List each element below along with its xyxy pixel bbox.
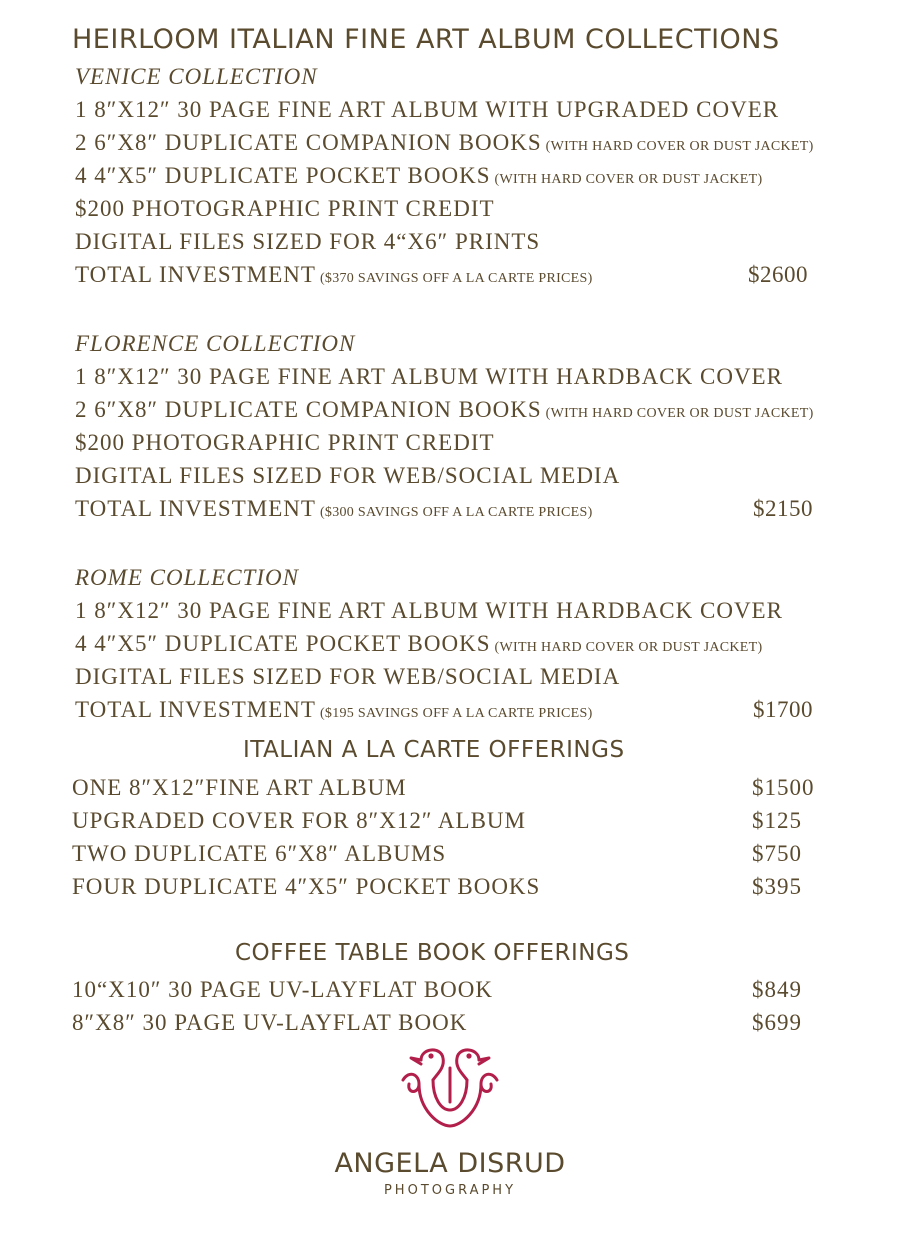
item-note: (WITH HARD COVER OR DUST JACKET) bbox=[494, 640, 763, 655]
collection-item bbox=[75, 192, 835, 225]
two-birds-heart-logo-icon bbox=[399, 1040, 501, 1130]
offer-price: $849 bbox=[752, 977, 802, 1002]
offer-row bbox=[72, 1006, 832, 1039]
collection-price: $2150 bbox=[753, 496, 813, 521]
offer-name: FOUR DUPLICATE 4″X5″ POCKET BOOKS bbox=[72, 874, 541, 899]
collection-item bbox=[75, 660, 835, 693]
offer-row bbox=[72, 837, 832, 870]
brand-name: ANGELA DISRUD bbox=[334, 1148, 566, 1179]
collection-name: ROME COLLECTION bbox=[75, 565, 299, 590]
collection-item bbox=[75, 393, 835, 426]
item-note: (WITH HARD COVER OR DUST JACKET) bbox=[545, 406, 814, 421]
item-text: 2 6″X8″ DUPLICATE COMPANION BOOKS bbox=[75, 130, 542, 155]
collection-item bbox=[75, 93, 835, 126]
total-investment-row bbox=[75, 492, 835, 525]
collection-item bbox=[75, 594, 835, 627]
total-investment-row bbox=[75, 693, 835, 726]
collection-item bbox=[75, 225, 835, 258]
offer-row bbox=[72, 973, 832, 1006]
total-label: TOTAL INVESTMENT bbox=[75, 496, 316, 521]
item-text: $200 PHOTOGRAPHIC PRINT CREDIT bbox=[75, 430, 495, 455]
collection-item bbox=[75, 459, 835, 492]
a-la-carte-list bbox=[72, 771, 832, 903]
total-savings-note: ($300 SAVINGS OFF A LA CARTE PRICES) bbox=[319, 505, 593, 520]
offer-price: $125 bbox=[752, 808, 802, 833]
florence-collection bbox=[75, 327, 835, 525]
collection-item bbox=[75, 627, 835, 660]
offer-price: $1500 bbox=[752, 775, 815, 800]
offer-name: 10“X10″ 30 PAGE UV-LAYFLAT BOOK bbox=[72, 977, 493, 1002]
offer-row bbox=[72, 804, 832, 837]
item-text: $200 PHOTOGRAPHIC PRINT CREDIT bbox=[75, 196, 495, 221]
item-text: 2 6″X8″ DUPLICATE COMPANION BOOKS bbox=[75, 397, 542, 422]
item-note: (WITH HARD COVER OR DUST JACKET) bbox=[545, 139, 814, 154]
collection-name: VENICE COLLECTION bbox=[75, 64, 318, 89]
coffee-table-list bbox=[72, 973, 832, 1039]
total-label: TOTAL INVESTMENT bbox=[75, 697, 316, 722]
collection-name: FLORENCE COLLECTION bbox=[75, 331, 356, 356]
offer-price: $699 bbox=[752, 1010, 802, 1035]
item-text: 1 8″X12″ 30 PAGE FINE ART ALBUM WITH UPGRADED COVER bbox=[75, 97, 780, 122]
venice-collection bbox=[75, 60, 835, 291]
collection-price: $2600 bbox=[748, 262, 808, 287]
item-text: 1 8″X12″ 30 PAGE FINE ART ALBUM WITH HARDBACK COVER bbox=[75, 598, 783, 623]
item-text: DIGITAL FILES SIZED FOR WEB/SOCIAL MEDIA bbox=[75, 664, 621, 689]
total-investment-row bbox=[75, 258, 835, 291]
item-text: 1 8″X12″ 30 PAGE FINE ART ALBUM WITH HARDBACK COVER bbox=[75, 364, 783, 389]
a-la-carte-title: ITALIAN A LA CARTE OFFERINGS bbox=[243, 737, 625, 763]
item-text: 4 4″X5″ DUPLICATE POCKET BOOKS bbox=[75, 631, 491, 656]
item-text: 4 4″X5″ DUPLICATE POCKET BOOKS bbox=[75, 163, 491, 188]
offer-name: 8″X8″ 30 PAGE UV-LAYFLAT BOOK bbox=[72, 1010, 468, 1035]
offer-row bbox=[72, 870, 832, 903]
collection-item bbox=[75, 126, 835, 159]
collection-item bbox=[75, 360, 835, 393]
rome-collection bbox=[75, 561, 835, 726]
item-text: DIGITAL FILES SIZED FOR 4“X6″ PRINTS bbox=[75, 229, 541, 254]
offer-name: UPGRADED COVER FOR 8″X12″ ALBUM bbox=[72, 808, 526, 833]
offer-price: $395 bbox=[752, 874, 802, 899]
offer-name: TWO DUPLICATE 6″X8″ ALBUMS bbox=[72, 841, 447, 866]
offer-row bbox=[72, 771, 832, 804]
coffee-table-title: COFFEE TABLE BOOK OFFERINGS bbox=[235, 940, 630, 966]
total-savings-note: ($370 SAVINGS OFF A LA CARTE PRICES) bbox=[319, 271, 593, 286]
page-title: HEIRLOOM ITALIAN FINE ART ALBUM COLLECTIONS bbox=[72, 24, 780, 55]
brand-tagline: PHOTOGRAPHY bbox=[383, 1183, 517, 1198]
offer-price: $750 bbox=[752, 841, 802, 866]
offer-name: ONE 8″X12″FINE ART ALBUM bbox=[72, 775, 407, 800]
item-text: DIGITAL FILES SIZED FOR WEB/SOCIAL MEDIA bbox=[75, 463, 621, 488]
collection-item bbox=[75, 159, 835, 192]
total-label: TOTAL INVESTMENT bbox=[75, 262, 316, 287]
item-note: (WITH HARD COVER OR DUST JACKET) bbox=[494, 172, 763, 187]
collection-price: $1700 bbox=[753, 697, 813, 722]
total-savings-note: ($195 SAVINGS OFF A LA CARTE PRICES) bbox=[319, 706, 593, 721]
collection-item bbox=[75, 426, 835, 459]
